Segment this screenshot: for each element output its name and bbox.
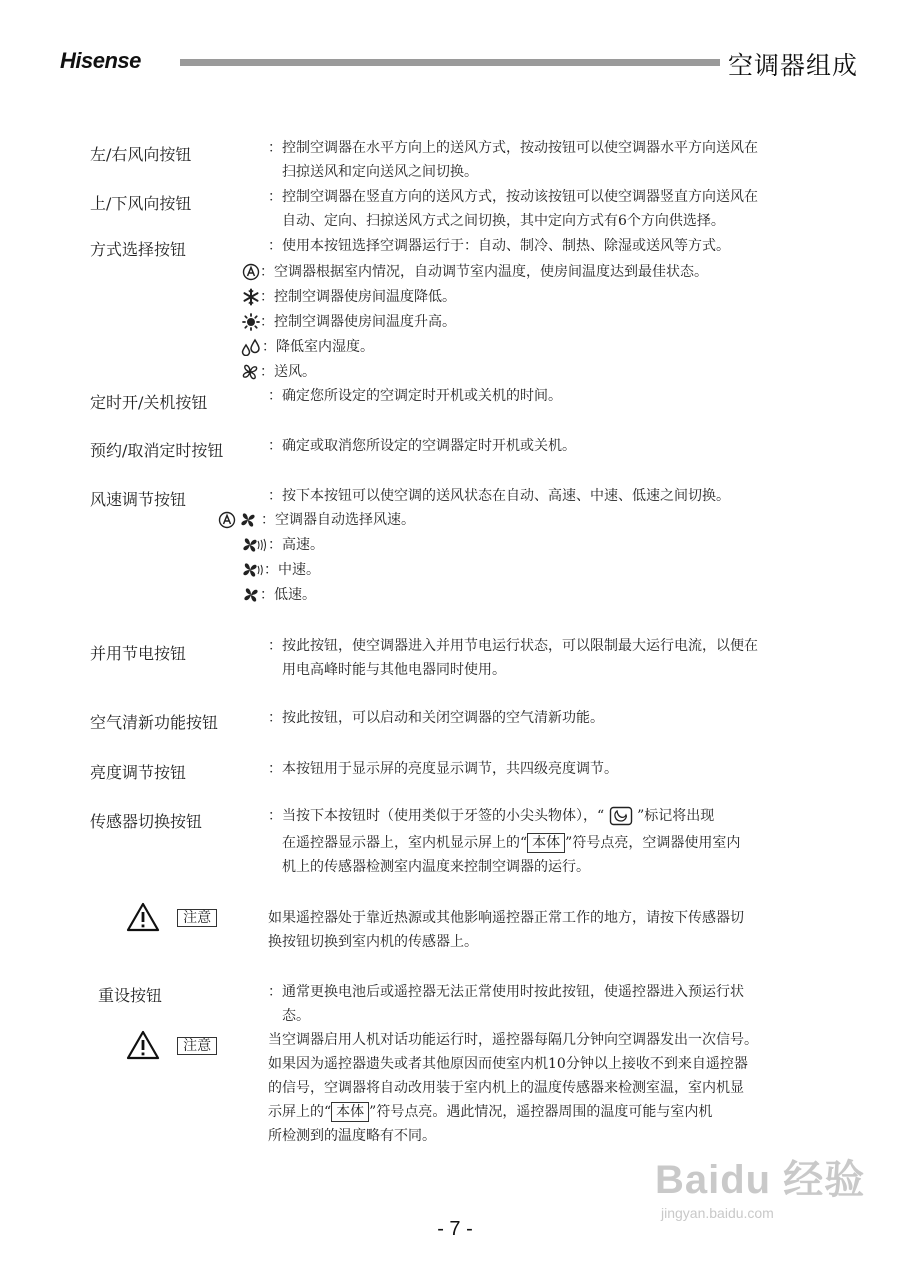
mode-item-dry (240, 335, 374, 359)
mode-item-text: ：降低室内湿度。 (262, 339, 374, 355)
desc-line: 在遥控器显示器上，室内机显示屏上的“ 本体 ”符号点亮，空调器使用室内 (282, 835, 741, 851)
warning-icon (126, 902, 160, 932)
desc-line: ：控制空调器在水平方向上的送风方式，按动按钮可以使空调器水平方向送风在 (268, 140, 758, 156)
notice-2 (126, 1030, 217, 1060)
label-mode-select: 方式选择按钮 (90, 240, 187, 259)
mode-item-heat (242, 310, 456, 334)
notice-label: 注意 (177, 1037, 217, 1055)
label-timer-on-off: 定时开/关机按钮 (90, 393, 208, 412)
mode-item-text: ：送风。 (260, 364, 316, 380)
droplet-icon (240, 338, 262, 356)
desc-line: 所检测到的温度略有不同。 (268, 1128, 436, 1144)
remote-sensor-icon (609, 806, 633, 826)
desc-line: ：按此按钮，使空调器进入并用节电运行状态，可以限制最大运行电流，以便在 (268, 638, 758, 654)
fan-item-text: ：中速。 (264, 562, 320, 578)
desc-left-right-airflow (268, 136, 758, 184)
desc-air-refresh: ：按此按钮，可以启动和关闭空调器的空气清新功能。 (268, 710, 604, 726)
desc-power-saving (268, 634, 758, 682)
desc-line: ：控制空调器在竖直方向的送风方式，按动该按钮可以使空调器竖直方向送风在 (268, 189, 758, 205)
desc-line: 态。 (282, 1008, 310, 1024)
mode-item-fan (240, 360, 316, 384)
label-brightness: 亮度调节按钮 (90, 763, 187, 782)
label-reserve-cancel-timer: 预约/取消定时按钮 (90, 441, 224, 460)
watermark (655, 1148, 865, 1221)
indoor-unit-box: 本体 (331, 1102, 369, 1122)
fan-item-high (242, 533, 324, 557)
label-air-refresh: 空气清新功能按钮 (90, 713, 219, 732)
desc-line: 机上的传感器检测室内温度来控制空调器的运行。 (282, 859, 590, 875)
page-number: - 7 - (437, 1218, 473, 1240)
desc-line: ：通常更换电池后或遥控器无法正常使用时按此按钮，使遥控器进入预运行状 (268, 984, 744, 1000)
desc-up-down-airflow (268, 185, 758, 233)
desc-reserve-cancel-timer: ：确定或取消您所设定的空调器定时开机或关机。 (268, 438, 576, 454)
warning-icon (126, 1030, 160, 1060)
label-left-right-airflow: 左/右风向按钮 (90, 145, 192, 164)
label-reset: 重设按钮 (98, 986, 163, 1005)
desc-line: 换按钮切换到室内机的传感器上。 (268, 934, 478, 950)
label-power-saving: 并用节电按钮 (90, 644, 187, 663)
fan-high-icon (242, 536, 268, 554)
notice-1-text (268, 906, 744, 954)
desc-sensor-switch (268, 804, 740, 879)
watermark-sub: jingyan.baidu.com (661, 1205, 774, 1221)
fan-item-text: ：高速。 (268, 537, 324, 553)
desc-line: 当空调器启用人机对话功能运行时，遥控器每隔几分钟向空调器发出一次信号。 (268, 1032, 758, 1048)
mode-item-text: ：空调器根据室内情况，自动调节室内温度，使房间温度达到最佳状态。 (260, 264, 708, 280)
desc-line: 用电高峰时能与其他电器同时使用。 (282, 662, 506, 678)
label-up-down-airflow: 上/下风向按钮 (90, 194, 192, 213)
fan-item-text: ：低速。 (260, 587, 316, 603)
header-bar (180, 59, 720, 66)
notice-label: 注意 (177, 909, 217, 927)
desc-line: 的信号，空调器将自动改用装于室内机上的温度传感器来检测室温，室内机显 (268, 1080, 744, 1096)
desc-reset (268, 980, 744, 1028)
fan-item-mid (242, 558, 320, 582)
mode-item-cool (242, 285, 456, 309)
fan-item-low (242, 583, 316, 607)
desc-line: 扫掠送风和定向送风之间切换。 (282, 164, 478, 180)
mode-item-auto (242, 260, 708, 284)
label-fan-speed: 风速调节按钮 (90, 490, 187, 509)
notice-1 (126, 902, 217, 932)
desc-line: 如果遥控器处于靠近热源或其他影响遥控器正常工作的地方，请按下传感器切 (268, 910, 744, 926)
desc-line: 自动、定向、扫掠送风方式之间切换，其中定向方式有6个方向供选择。 (282, 213, 725, 229)
desc-line: ：当按下本按钮时（使用类似于牙签的小尖头物体），“ ”标记将出现 (268, 808, 715, 824)
notice-2-text (268, 1028, 758, 1148)
fan-icon (240, 363, 260, 381)
desc-line: 示屏上的“ 本体 ”符号点亮。遇此情况，遥控器周围的温度可能与室内机 (268, 1104, 713, 1120)
mode-item-text: ：控制空调器使房间温度升高。 (260, 314, 456, 330)
fan-item-auto (217, 508, 415, 532)
brand-logo: Hisense (60, 48, 141, 73)
desc-line: 如果因为遥控器遗失或者其他原因而使室内机10分钟以上接收不到来自遥控器 (268, 1056, 748, 1072)
watermark-main: Baidu 经验 (655, 1158, 866, 1202)
auto-mode-icon (242, 263, 260, 281)
label-sensor-switch: 传感器切换按钮 (90, 812, 203, 831)
sun-icon (242, 313, 260, 331)
snowflake-icon (242, 288, 260, 306)
desc-brightness: ：本按钮用于显示屏的亮度显示调节，共四级亮度调节。 (268, 761, 618, 777)
fan-mid-icon (242, 561, 264, 579)
auto-fan-icon (217, 511, 261, 529)
indoor-unit-box: 本体 (527, 833, 565, 853)
desc-timer-on-off: ：确定您所设定的空调定时开机或关机的时间。 (268, 388, 562, 404)
page-title: 空调器组成 (728, 51, 859, 80)
fan-item-text: ：空调器自动选择风速。 (261, 512, 415, 528)
desc-fan-speed: ：按下本按钮可以使空调的送风状态在自动、高速、中速、低速之间切换。 (268, 488, 730, 504)
fan-low-icon (242, 586, 260, 604)
desc-mode-select: ：使用本按钮选择空调器运行于：自动、制冷、制热、除湿或送风等方式。 (268, 238, 730, 254)
mode-item-text: ：控制空调器使房间温度降低。 (260, 289, 456, 305)
